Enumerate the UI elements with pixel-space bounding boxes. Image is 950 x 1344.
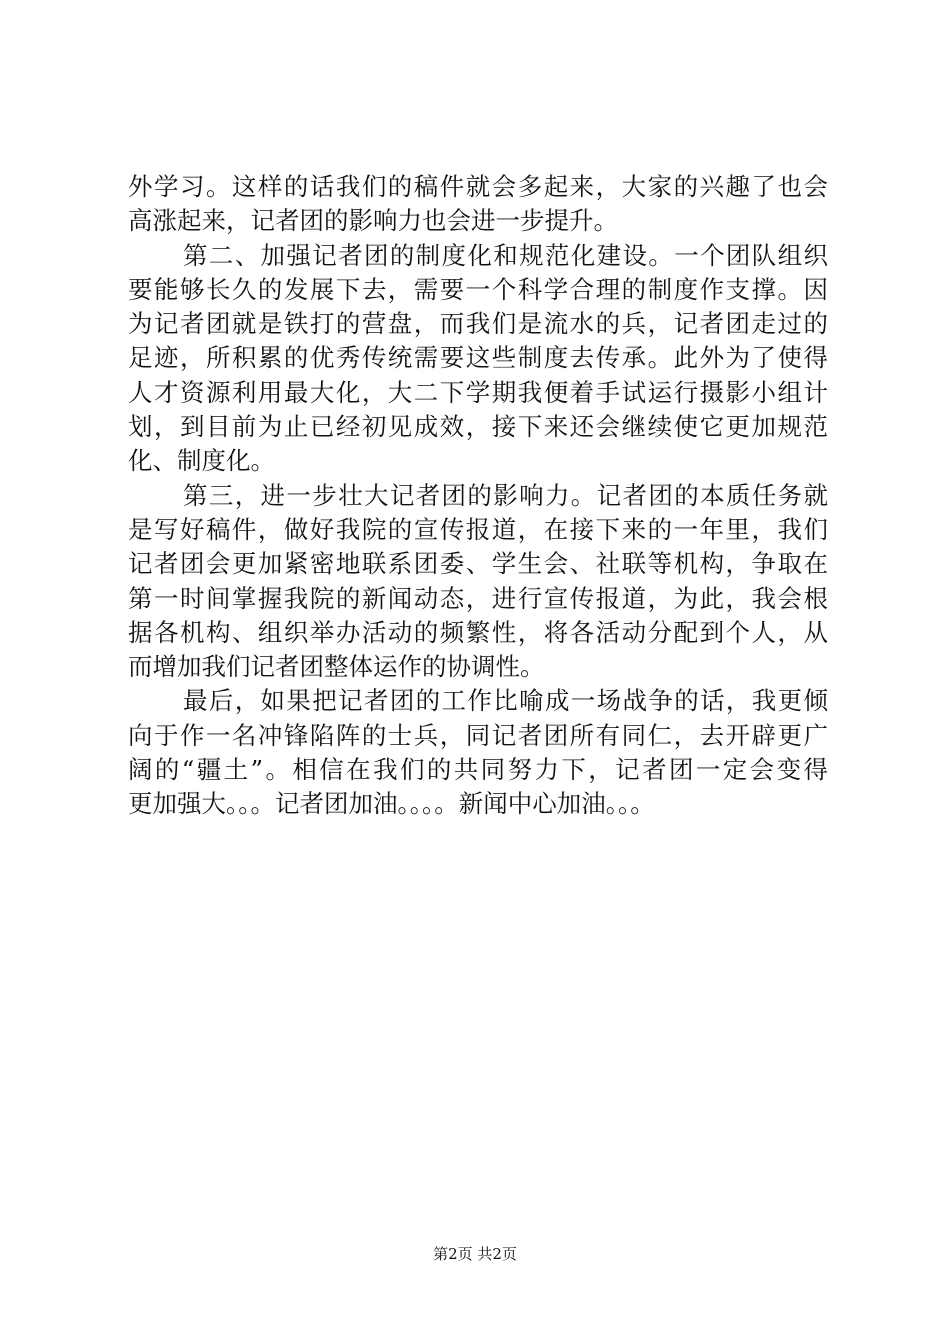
paragraph-start-line: 第三，进一步壮大记者团的影响力。记者团的本质任务就: [183, 480, 828, 510]
page-number-footer: 第2页 共2页: [433, 1245, 517, 1263]
text-line: 化、制度化。: [128, 446, 275, 476]
text-line: 人才资源利用最大化，大二下学期我便着手试运行摄影小组计: [128, 377, 828, 407]
text-line: 外学习。这样的话我们的稿件就会多起来，大家的兴趣了也会: [128, 172, 828, 201]
paragraph-start-line: 最后，如果把记者团的工作比喻成一场战争的话，我更倾: [183, 686, 828, 716]
text-line: 要能够长久的发展下去，需要一个科学合理的制度作支撑。因: [128, 274, 828, 304]
text-line: 更加强大。。。记者团加油。。。。新闻中心加油。。。: [128, 789, 655, 819]
text-line: 第一时间掌握我院的新闻动态，进行宣传报道，为此，我会根: [128, 583, 828, 613]
text-line: 向于作一名冲锋陷阵的士兵，同记者团所有同仁，去开辟更广: [128, 720, 828, 750]
text-line: 据各机构、组织举办活动的频繁性，将各活动分配到个人，从: [128, 617, 828, 647]
text-line: 而增加我们记者团整体运作的协调性。: [128, 652, 545, 682]
text-line: 阔的“疆土”。相信在我们的共同努力下，记者团一定会变得: [128, 755, 828, 785]
paragraph-start-line: 第二、加强记者团的制度化和规范化建设。一个团队组织: [183, 240, 828, 270]
text-line: 划，到目前为止已经初见成效，接下来还会继续使它更加规范: [128, 412, 828, 442]
text-line: 是写好稿件，做好我院的宣传报道，在接下来的一年里，我们: [128, 514, 828, 544]
document-body: [128, 170, 828, 822]
text-line: 高涨起来，记者团的影响力也会进一步提升。: [128, 206, 618, 236]
text-line: 为记者团就是铁打的营盘，而我们是流水的兵，记者团走过的: [128, 309, 828, 339]
text-line: 记者团会更加紧密地联系团委、学生会、社联等机构，争取在: [128, 549, 828, 579]
text-line: 足迹，所积累的优秀传统需要这些制度去传承。此外为了使得: [128, 343, 828, 373]
